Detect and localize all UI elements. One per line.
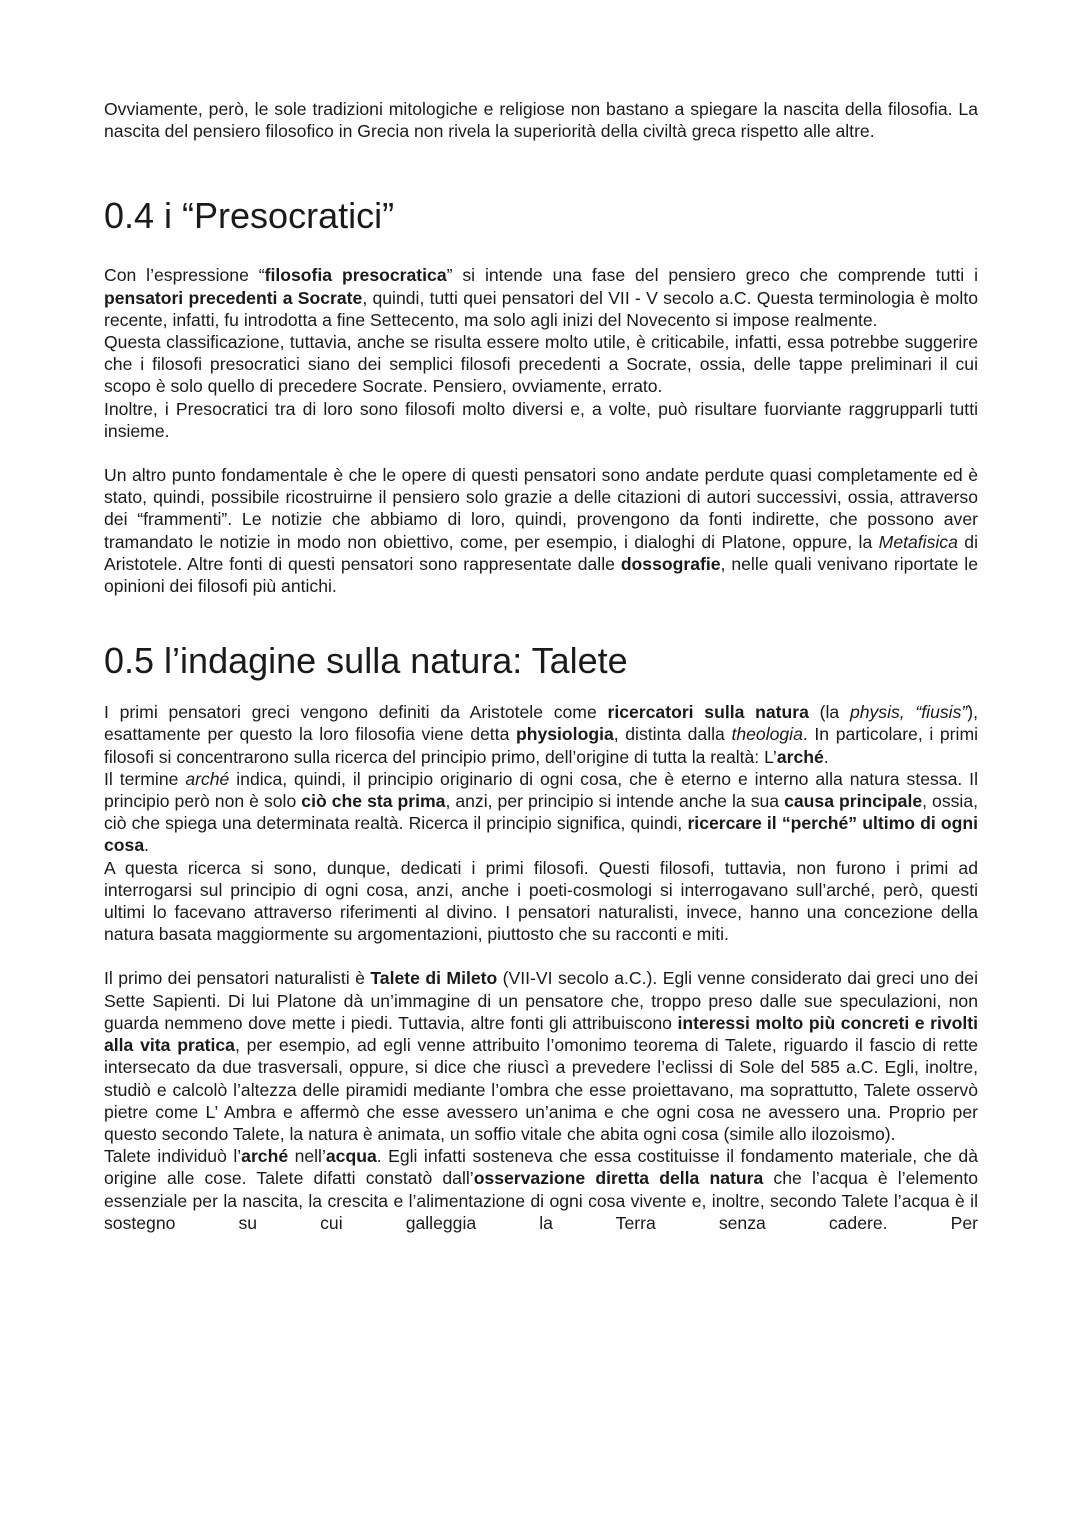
paragraph-talete-4: Il primo dei pensatori naturalisti è Talete di Mileto (VII-VI secolo a.C.). Egli venne considerato dai greci uno dei Sette Sapienti. Di lui Platone dà un’immagine di un pensatore che, troppo preso dalle sue speculazioni, non guarda nemmeno dove mette i piedi. Tuttavia, altre fonti gli attribuiscono interessi molto più concreti e rivolti alla vita pratica, per esempio, ad egli venne attribuito l’omonimo teorema di Talete, riguardo il fascio di rette intersecato da due trasversali, oppure, si dice che riuscì a prevedere l’eclissi di Sole del 585 a.C. Egli, inoltre, studiò e calcolò l’altezza delle piramidi mediante l’ombra che esse proiettavano, ma soprattutto, Talete osservò pietre come L’ Ambra e affermò che esse avessero un’anima e che ogni cosa ne avessero una. Proprio per questo secondo Talete, la natura è animata, un soffio vitale che abita ogni cosa (simile allo ilozoismo).: [104, 968, 979, 1144]
paragraph-talete-5: Talete individuò l’arché nell’acqua. Egli infatti sosteneva che essa costituisse il fondamento materiale, che dà origine alle cose. Talete difatti constatò dall’osservazione diretta della natura che l’acqua è l’elemento essenziale per la nascita, la crescita e l’alimentazione di ogni cosa vivente e, inoltre, secondo Talete l’acqua è il sostegno su cui galleggia la Terra senza cadere. Per: [104, 1146, 979, 1233]
section-heading-talete: 0.5 l’indagine sulla natura: Talete: [104, 640, 628, 682]
bold-text: arché: [241, 1146, 289, 1167]
bold-text: ricercare il “perché” ultimo di ogni cosa: [104, 813, 979, 856]
bold-text: physiologia: [515, 724, 614, 745]
spacer: [104, 945, 978, 967]
bold-text: ricercatori sulla natura: [607, 702, 809, 723]
bold-text: causa principale: [784, 791, 923, 812]
bold-text: filosofia presocratica: [264, 265, 447, 286]
italic-text: Metafisica: [878, 531, 958, 552]
spacer: [104, 238, 978, 264]
paragraph-talete-3: A questa ricerca si sono, dunque, dedicati i primi filosofi. Questi filosofi, tuttavia, non furono i primi ad interrogarsi sul principio di ogni cosa, anzi, anche i poeti-cosmologi si interrogavano sull’arché, però, questi ultimi lo facevano attraverso riferimenti al divino. I pensatori naturalisti, invece, hanno una concezione della natura basata maggiormente su argomentazioni, piuttosto che su racconti e miti.: [104, 857, 978, 945]
bold-text: dossografie: [620, 553, 721, 574]
bold-text: Talete di Mileto: [370, 968, 498, 989]
intro-paragraph: Ovviamente, però, le sole tradizioni mitologiche e religiose non bastano a spiegare la nascita della filosofia. La nascita del pensiero filosofico in Grecia non rivela la superiorità della civiltà greca rispetto alle altre.: [104, 99, 978, 142]
paragraph-presocratici-4: Un altro punto fondamentale è che le opere di questi pensatori sono andate perdute quasi completamente ed è stato, quindi, possibile ricostruirne il pensiero solo grazie a delle citazioni di autori successivi, ossia, attraverso dei “frammenti”. Le notizie che abbiamo di loro, quindi, provengono da fonti indirette, che possono aver tramandato le notizie in modo non obiettivo, come, per esempio, i dialoghi di Platone, oppure, la Metafisica di Aristotele. Altre fonti di questi pensatori sono rappresentate dalle dossografie, nelle quali venivano riportate le opinioni dei filosofi più antichi.: [104, 465, 978, 597]
bold-text: arché: [776, 746, 824, 767]
bold-text: pensatori precedenti a Socrate: [104, 287, 363, 308]
paragraph-talete-2: Il termine arché indica, quindi, il principio originario di ogni cosa, che è eterno e interno alla natura stessa. Il principio però non è solo ciò che sta prima, anzi, per principio si intende anche la sua causa principale, ossia, ciò che spiega una determinata realtà. Ricerca il principio significa, quindi, ricercare il “perché” ultimo di ogni cosa.: [104, 768, 979, 856]
paragraph-talete-1: I primi pensatori greci vengono definiti da Aristotele come ricercatori sulla natura (la physis, “fiusis”), esattamente per questo la loro filosofia viene detta physiologia, distinta dalla theologia. In particolare, i primi filosofi si concentrarono sulla ricerca del principio primo, dell’origine di tutta la realtà: L’arché.: [104, 702, 979, 767]
paragraph-presocratici-2: Questa classificazione, tuttavia, anche se risulta essere molto utile, è criticabile, infatti, essa potrebbe suggerire che i filosofi presocratici siano dei semplici filosofi precedenti a Socrate, ossia, delle tappe preliminari il cui scopo è solo quello di precedere Socrate. Pensiero, ovviamente, errato.: [104, 332, 978, 397]
section-heading-presocratici: 0.4 i “Presocratici”: [104, 195, 395, 237]
italic-text: theologia: [731, 724, 803, 745]
spacer: [104, 597, 978, 639]
italic-text: arché: [185, 768, 230, 789]
italic-text: physis, “fiusis”: [849, 702, 968, 723]
bold-text: interessi molto più concreti e rivolti alla vita pratica: [104, 1012, 978, 1056]
paragraph-presocratici-3: Inoltre, i Presocratici tra di loro sono filosofi molto diversi e, a volte, può risultare fuorviante raggrupparli tutti insieme.: [104, 398, 978, 441]
bold-text: acqua: [325, 1146, 377, 1167]
bold-text: osservazione diretta della natura: [473, 1168, 764, 1189]
document-page: [104, 98, 978, 1234]
spacer: [104, 683, 978, 701]
spacer: [104, 142, 978, 194]
bold-text: ciò che sta prima: [301, 791, 446, 812]
spacer: [104, 442, 978, 464]
paragraph-presocratici-1: Con l’espressione “filosofia presocratica” si intende una fase del pensiero greco che comprende tutti i pensatori precedenti a Socrate, quindi, tutti quei pensatori del VII - V secolo a.C. Questa terminologia è molto recente, infatti, fu introdotta a fine Settecento, ma solo agli inizi del Novecento si impose realmente.: [104, 265, 979, 330]
